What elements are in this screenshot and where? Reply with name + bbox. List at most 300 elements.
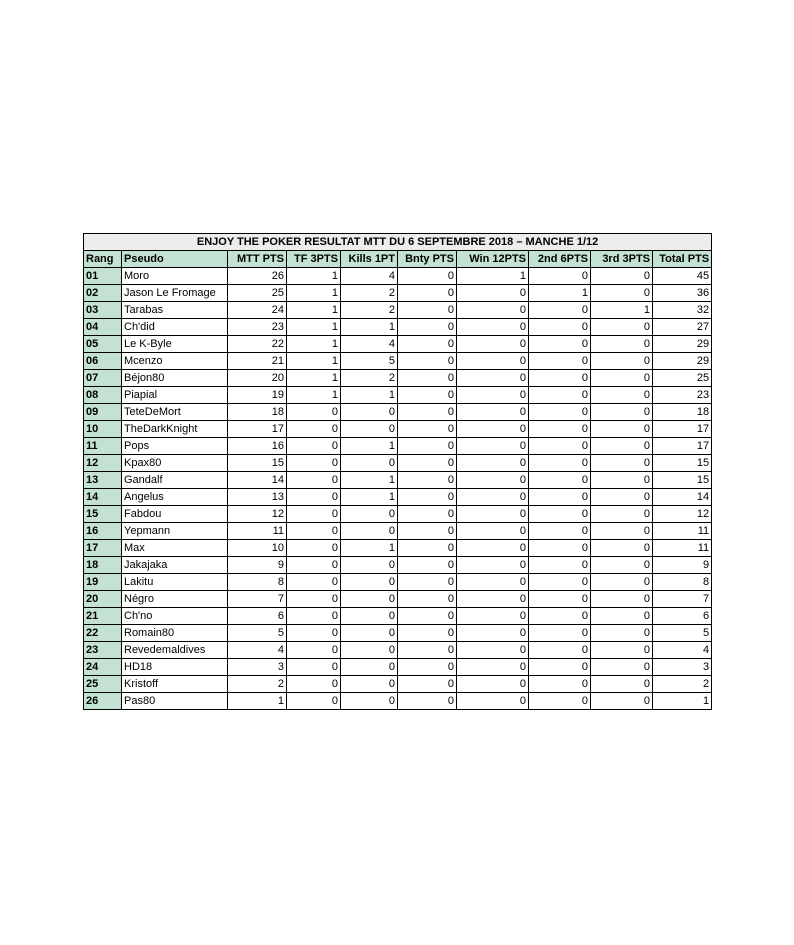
- mtt-pts-cell: 12: [228, 506, 287, 523]
- total-pts-cell: 27: [653, 319, 712, 336]
- table-row: [84, 506, 712, 523]
- rank-cell: 04: [84, 319, 122, 336]
- mtt-pts-cell: 16: [228, 438, 287, 455]
- pseudo-cell: Jason Le Fromage: [122, 285, 228, 302]
- win-cell: 0: [457, 455, 529, 472]
- third-cell: 0: [591, 472, 653, 489]
- tf-pts-cell: 0: [287, 506, 341, 523]
- mtt-pts-cell: 23: [228, 319, 287, 336]
- tf-pts-cell: 1: [287, 336, 341, 353]
- bounty-cell: 0: [398, 336, 457, 353]
- table-row: [84, 676, 712, 693]
- second-cell: 0: [529, 591, 591, 608]
- win-cell: 0: [457, 557, 529, 574]
- table-row: [84, 625, 712, 642]
- rank-cell: 17: [84, 540, 122, 557]
- win-cell: 0: [457, 659, 529, 676]
- bounty-cell: 0: [398, 591, 457, 608]
- kills-cell: 0: [341, 608, 398, 625]
- table-row: [84, 557, 712, 574]
- win-cell: 0: [457, 608, 529, 625]
- rank-cell: 16: [84, 523, 122, 540]
- pseudo-cell: Romain80: [122, 625, 228, 642]
- kills-cell: 0: [341, 591, 398, 608]
- table-row: [84, 268, 712, 285]
- second-cell: 0: [529, 523, 591, 540]
- bounty-cell: 0: [398, 268, 457, 285]
- header-win-12pts: Win 12PTS: [457, 251, 529, 268]
- win-cell: 0: [457, 574, 529, 591]
- win-cell: 0: [457, 404, 529, 421]
- mtt-pts-cell: 5: [228, 625, 287, 642]
- mtt-pts-cell: 26: [228, 268, 287, 285]
- pseudo-cell: Kristoff: [122, 676, 228, 693]
- tf-pts-cell: 1: [287, 319, 341, 336]
- second-cell: 0: [529, 506, 591, 523]
- pseudo-cell: TeteDeMort: [122, 404, 228, 421]
- second-cell: 0: [529, 353, 591, 370]
- pseudo-cell: Yepmann: [122, 523, 228, 540]
- win-cell: 0: [457, 387, 529, 404]
- win-cell: 0: [457, 472, 529, 489]
- third-cell: 0: [591, 506, 653, 523]
- mtt-pts-cell: 1: [228, 693, 287, 710]
- total-pts-cell: 11: [653, 540, 712, 557]
- table-row: [84, 421, 712, 438]
- table-row: [84, 642, 712, 659]
- table-row: [84, 574, 712, 591]
- mtt-pts-cell: 8: [228, 574, 287, 591]
- second-cell: 0: [529, 642, 591, 659]
- third-cell: 0: [591, 557, 653, 574]
- total-pts-cell: 23: [653, 387, 712, 404]
- pseudo-cell: Mcenzo: [122, 353, 228, 370]
- win-cell: 0: [457, 438, 529, 455]
- bounty-cell: 0: [398, 608, 457, 625]
- third-cell: 0: [591, 608, 653, 625]
- header-total-pts: Total PTS: [653, 251, 712, 268]
- mtt-pts-cell: 3: [228, 659, 287, 676]
- pseudo-cell: Max: [122, 540, 228, 557]
- tf-pts-cell: 0: [287, 574, 341, 591]
- second-cell: 0: [529, 693, 591, 710]
- third-cell: 0: [591, 659, 653, 676]
- tf-pts-cell: 0: [287, 540, 341, 557]
- rank-cell: 25: [84, 676, 122, 693]
- mtt-pts-cell: 10: [228, 540, 287, 557]
- second-cell: 0: [529, 421, 591, 438]
- table-row: [84, 455, 712, 472]
- pseudo-cell: Pas80: [122, 693, 228, 710]
- total-pts-cell: 6: [653, 608, 712, 625]
- tf-pts-cell: 1: [287, 353, 341, 370]
- bounty-cell: 0: [398, 319, 457, 336]
- third-cell: 0: [591, 421, 653, 438]
- table-row: [84, 523, 712, 540]
- total-pts-cell: 4: [653, 642, 712, 659]
- bounty-cell: 0: [398, 676, 457, 693]
- third-cell: 0: [591, 625, 653, 642]
- total-pts-cell: 29: [653, 353, 712, 370]
- mtt-pts-cell: 24: [228, 302, 287, 319]
- rank-cell: 21: [84, 608, 122, 625]
- total-pts-cell: 36: [653, 285, 712, 302]
- total-pts-cell: 17: [653, 438, 712, 455]
- table-row: [84, 540, 712, 557]
- tf-pts-cell: 1: [287, 285, 341, 302]
- second-cell: 0: [529, 319, 591, 336]
- kills-cell: 0: [341, 421, 398, 438]
- kills-cell: 5: [341, 353, 398, 370]
- kills-cell: 1: [341, 489, 398, 506]
- win-cell: 0: [457, 523, 529, 540]
- table-row: [84, 693, 712, 710]
- total-pts-cell: 2: [653, 676, 712, 693]
- pseudo-cell: Lakitu: [122, 574, 228, 591]
- rank-cell: 10: [84, 421, 122, 438]
- table-row: [84, 404, 712, 421]
- pseudo-cell: Fabdou: [122, 506, 228, 523]
- second-cell: 0: [529, 659, 591, 676]
- table-row: [84, 353, 712, 370]
- kills-cell: 0: [341, 642, 398, 659]
- bounty-cell: 0: [398, 642, 457, 659]
- tf-pts-cell: 1: [287, 268, 341, 285]
- second-cell: 0: [529, 455, 591, 472]
- pseudo-cell: Gandalf: [122, 472, 228, 489]
- third-cell: 0: [591, 676, 653, 693]
- total-pts-cell: 45: [653, 268, 712, 285]
- total-pts-cell: 15: [653, 455, 712, 472]
- rank-cell: 18: [84, 557, 122, 574]
- second-cell: 0: [529, 336, 591, 353]
- tf-pts-cell: 0: [287, 557, 341, 574]
- kills-cell: 2: [341, 370, 398, 387]
- kills-cell: 1: [341, 387, 398, 404]
- win-cell: 0: [457, 625, 529, 642]
- kills-cell: 0: [341, 523, 398, 540]
- pseudo-cell: TheDarkKnight: [122, 421, 228, 438]
- rank-cell: 19: [84, 574, 122, 591]
- kills-cell: 1: [341, 438, 398, 455]
- total-pts-cell: 14: [653, 489, 712, 506]
- kills-cell: 0: [341, 557, 398, 574]
- mtt-pts-cell: 7: [228, 591, 287, 608]
- mtt-pts-cell: 25: [228, 285, 287, 302]
- third-cell: 0: [591, 693, 653, 710]
- tf-pts-cell: 0: [287, 438, 341, 455]
- win-cell: 0: [457, 489, 529, 506]
- pseudo-cell: Jakajaka: [122, 557, 228, 574]
- pseudo-cell: Kpax80: [122, 455, 228, 472]
- title-row: [84, 234, 712, 251]
- tf-pts-cell: 0: [287, 608, 341, 625]
- kills-cell: 0: [341, 455, 398, 472]
- second-cell: 0: [529, 438, 591, 455]
- tf-pts-cell: 0: [287, 642, 341, 659]
- tf-pts-cell: 0: [287, 676, 341, 693]
- total-pts-cell: 15: [653, 472, 712, 489]
- header-tf-3pts: TF 3PTS: [287, 251, 341, 268]
- third-cell: 0: [591, 370, 653, 387]
- mtt-pts-cell: 20: [228, 370, 287, 387]
- header-row: [84, 251, 712, 268]
- bounty-cell: 0: [398, 353, 457, 370]
- tf-pts-cell: 1: [287, 387, 341, 404]
- rank-cell: 12: [84, 455, 122, 472]
- second-cell: 0: [529, 268, 591, 285]
- tf-pts-cell: 0: [287, 455, 341, 472]
- table-row: [84, 591, 712, 608]
- win-cell: 0: [457, 506, 529, 523]
- pseudo-cell: Ch'no: [122, 608, 228, 625]
- bounty-cell: 0: [398, 523, 457, 540]
- kills-cell: 1: [341, 540, 398, 557]
- tf-pts-cell: 1: [287, 370, 341, 387]
- bounty-cell: 0: [398, 506, 457, 523]
- bounty-cell: 0: [398, 387, 457, 404]
- pseudo-cell: Angelus: [122, 489, 228, 506]
- total-pts-cell: 8: [653, 574, 712, 591]
- tf-pts-cell: 1: [287, 302, 341, 319]
- mtt-pts-cell: 17: [228, 421, 287, 438]
- rank-cell: 06: [84, 353, 122, 370]
- rank-cell: 23: [84, 642, 122, 659]
- mtt-pts-cell: 18: [228, 404, 287, 421]
- pseudo-cell: Ch'did: [122, 319, 228, 336]
- bounty-cell: 0: [398, 285, 457, 302]
- kills-cell: 2: [341, 302, 398, 319]
- pseudo-cell: Négro: [122, 591, 228, 608]
- win-cell: 0: [457, 285, 529, 302]
- total-pts-cell: 11: [653, 523, 712, 540]
- second-cell: 0: [529, 540, 591, 557]
- table-title: ENJOY THE POKER RESULTAT MTT DU 6 SEPTEMBRE 2018 – MANCHE 1/12: [84, 234, 712, 251]
- header-2nd-6pts: 2nd 6PTS: [529, 251, 591, 268]
- table-row: [84, 370, 712, 387]
- kills-cell: 0: [341, 693, 398, 710]
- tf-pts-cell: 0: [287, 404, 341, 421]
- second-cell: 0: [529, 574, 591, 591]
- mtt-pts-cell: 15: [228, 455, 287, 472]
- pseudo-cell: HD18: [122, 659, 228, 676]
- mtt-pts-cell: 22: [228, 336, 287, 353]
- bounty-cell: 0: [398, 472, 457, 489]
- results-sheet: [83, 233, 711, 710]
- header-mtt-pts: MTT PTS: [228, 251, 287, 268]
- bounty-cell: 0: [398, 540, 457, 557]
- win-cell: 0: [457, 319, 529, 336]
- win-cell: 0: [457, 676, 529, 693]
- second-cell: 0: [529, 370, 591, 387]
- tf-pts-cell: 0: [287, 472, 341, 489]
- bounty-cell: 0: [398, 574, 457, 591]
- table-row: [84, 472, 712, 489]
- rank-cell: 22: [84, 625, 122, 642]
- table-row: [84, 336, 712, 353]
- pseudo-cell: Tarabas: [122, 302, 228, 319]
- pseudo-cell: Revedemaldives: [122, 642, 228, 659]
- third-cell: 0: [591, 455, 653, 472]
- total-pts-cell: 1: [653, 693, 712, 710]
- bounty-cell: 0: [398, 557, 457, 574]
- bounty-cell: 0: [398, 302, 457, 319]
- kills-cell: 1: [341, 472, 398, 489]
- third-cell: 1: [591, 302, 653, 319]
- tf-pts-cell: 0: [287, 591, 341, 608]
- kills-cell: 1: [341, 319, 398, 336]
- third-cell: 0: [591, 268, 653, 285]
- rank-cell: 11: [84, 438, 122, 455]
- tf-pts-cell: 0: [287, 659, 341, 676]
- header-kills-1pt: Kills 1PT: [341, 251, 398, 268]
- third-cell: 0: [591, 285, 653, 302]
- win-cell: 0: [457, 540, 529, 557]
- rank-cell: 01: [84, 268, 122, 285]
- kills-cell: 4: [341, 336, 398, 353]
- kills-cell: 0: [341, 574, 398, 591]
- win-cell: 0: [457, 302, 529, 319]
- tf-pts-cell: 0: [287, 625, 341, 642]
- bounty-cell: 0: [398, 404, 457, 421]
- rank-cell: 09: [84, 404, 122, 421]
- second-cell: 0: [529, 472, 591, 489]
- total-pts-cell: 12: [653, 506, 712, 523]
- mtt-pts-cell: 11: [228, 523, 287, 540]
- total-pts-cell: 7: [653, 591, 712, 608]
- rank-cell: 20: [84, 591, 122, 608]
- win-cell: 0: [457, 336, 529, 353]
- pseudo-cell: Piapial: [122, 387, 228, 404]
- bounty-cell: 0: [398, 489, 457, 506]
- kills-cell: 0: [341, 625, 398, 642]
- third-cell: 0: [591, 404, 653, 421]
- second-cell: 0: [529, 302, 591, 319]
- second-cell: 0: [529, 387, 591, 404]
- total-pts-cell: 17: [653, 421, 712, 438]
- second-cell: 0: [529, 557, 591, 574]
- second-cell: 0: [529, 625, 591, 642]
- rank-cell: 13: [84, 472, 122, 489]
- kills-cell: 0: [341, 659, 398, 676]
- bounty-cell: 0: [398, 370, 457, 387]
- table-row: [84, 285, 712, 302]
- third-cell: 0: [591, 642, 653, 659]
- third-cell: 0: [591, 540, 653, 557]
- total-pts-cell: 3: [653, 659, 712, 676]
- rank-cell: 05: [84, 336, 122, 353]
- second-cell: 0: [529, 608, 591, 625]
- header-pseudo: Pseudo: [122, 251, 228, 268]
- table-row: [84, 319, 712, 336]
- bounty-cell: 0: [398, 659, 457, 676]
- results-table: [83, 233, 712, 710]
- third-cell: 0: [591, 387, 653, 404]
- table-row: [84, 438, 712, 455]
- third-cell: 0: [591, 319, 653, 336]
- rank-cell: 08: [84, 387, 122, 404]
- win-cell: 0: [457, 693, 529, 710]
- bounty-cell: 0: [398, 693, 457, 710]
- tf-pts-cell: 0: [287, 693, 341, 710]
- pseudo-cell: Moro: [122, 268, 228, 285]
- third-cell: 0: [591, 353, 653, 370]
- kills-cell: 4: [341, 268, 398, 285]
- pseudo-cell: Pops: [122, 438, 228, 455]
- header-3rd-3pts: 3rd 3PTS: [591, 251, 653, 268]
- total-pts-cell: 5: [653, 625, 712, 642]
- win-cell: 0: [457, 353, 529, 370]
- table-row: [84, 489, 712, 506]
- total-pts-cell: 29: [653, 336, 712, 353]
- header-rang: Rang: [84, 251, 122, 268]
- results-body: [84, 268, 712, 710]
- total-pts-cell: 25: [653, 370, 712, 387]
- third-cell: 0: [591, 574, 653, 591]
- mtt-pts-cell: 6: [228, 608, 287, 625]
- tf-pts-cell: 0: [287, 523, 341, 540]
- bounty-cell: 0: [398, 625, 457, 642]
- win-cell: 0: [457, 642, 529, 659]
- mtt-pts-cell: 9: [228, 557, 287, 574]
- third-cell: 0: [591, 523, 653, 540]
- second-cell: 1: [529, 285, 591, 302]
- third-cell: 0: [591, 336, 653, 353]
- win-cell: 0: [457, 421, 529, 438]
- table-row: [84, 659, 712, 676]
- total-pts-cell: 18: [653, 404, 712, 421]
- bounty-cell: 0: [398, 455, 457, 472]
- total-pts-cell: 32: [653, 302, 712, 319]
- tf-pts-cell: 0: [287, 489, 341, 506]
- pseudo-cell: Béjon80: [122, 370, 228, 387]
- kills-cell: 0: [341, 404, 398, 421]
- second-cell: 0: [529, 676, 591, 693]
- win-cell: 0: [457, 370, 529, 387]
- mtt-pts-cell: 2: [228, 676, 287, 693]
- second-cell: 0: [529, 404, 591, 421]
- third-cell: 0: [591, 591, 653, 608]
- mtt-pts-cell: 21: [228, 353, 287, 370]
- header-bnty-pts: Bnty PTS: [398, 251, 457, 268]
- bounty-cell: 0: [398, 421, 457, 438]
- kills-cell: 2: [341, 285, 398, 302]
- rank-cell: 26: [84, 693, 122, 710]
- second-cell: 0: [529, 489, 591, 506]
- rank-cell: 15: [84, 506, 122, 523]
- table-row: [84, 608, 712, 625]
- rank-cell: 07: [84, 370, 122, 387]
- bounty-cell: 0: [398, 438, 457, 455]
- mtt-pts-cell: 4: [228, 642, 287, 659]
- kills-cell: 0: [341, 676, 398, 693]
- total-pts-cell: 9: [653, 557, 712, 574]
- rank-cell: 03: [84, 302, 122, 319]
- win-cell: 0: [457, 591, 529, 608]
- tf-pts-cell: 0: [287, 421, 341, 438]
- win-cell: 1: [457, 268, 529, 285]
- mtt-pts-cell: 14: [228, 472, 287, 489]
- rank-cell: 14: [84, 489, 122, 506]
- mtt-pts-cell: 19: [228, 387, 287, 404]
- table-row: [84, 387, 712, 404]
- mtt-pts-cell: 13: [228, 489, 287, 506]
- table-row: [84, 302, 712, 319]
- kills-cell: 0: [341, 506, 398, 523]
- rank-cell: 02: [84, 285, 122, 302]
- third-cell: 0: [591, 438, 653, 455]
- third-cell: 0: [591, 489, 653, 506]
